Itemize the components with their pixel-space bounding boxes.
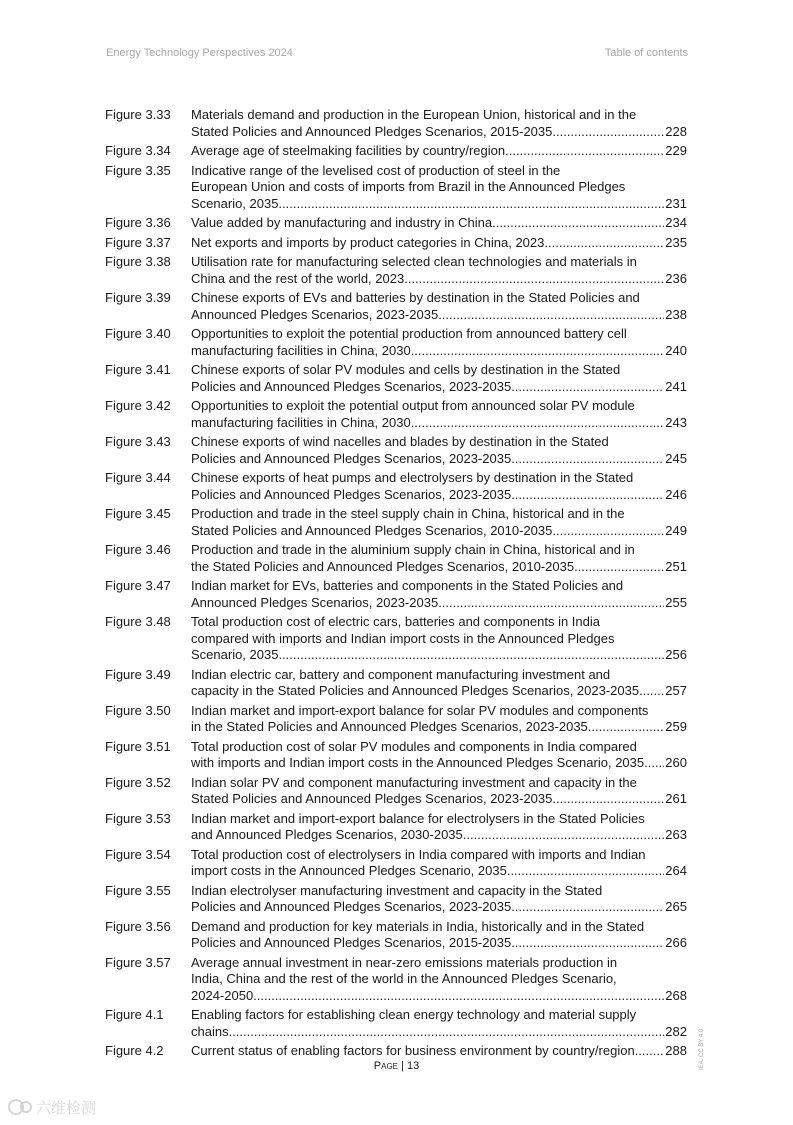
caption-last-line <box>191 343 687 360</box>
dot-leader <box>507 863 664 880</box>
figure-caption <box>191 163 687 213</box>
figure-number: Figure 3.49 <box>105 666 171 682</box>
figure-number: Figure 3.52 <box>105 774 171 790</box>
figure-number: Figure 3.34 <box>105 143 171 158</box>
figure-caption <box>191 1007 687 1040</box>
figure-number: Figure 3.57 <box>105 954 171 970</box>
caption-text: Policies and Announced Pledges Scenarios, 2023-2035 <box>191 486 512 502</box>
caption-last-line <box>191 307 687 324</box>
page-reference[interactable]: 235 <box>665 234 687 250</box>
caption-text: Scenario, 2035 <box>191 647 279 662</box>
toc-entry[interactable] <box>105 542 687 575</box>
dot-leader <box>438 595 664 612</box>
page-reference[interactable]: 234 <box>665 215 687 230</box>
caption-text: the Stated Policies and Announced Pledges Scenarios, 2010-2035 <box>191 558 575 574</box>
caption-line: Chinese exports of heat pumps and electrolysers by destination in the Stated <box>191 470 634 485</box>
caption-text: manufacturing facilities in China, 2030 <box>191 342 411 358</box>
dot-leader <box>511 487 664 504</box>
caption-line: Utilisation rate for manufacturing selected clean technologies and materials in <box>191 254 637 269</box>
figure-number: Figure 3.37 <box>105 234 171 250</box>
caption-line: India, China and the rest of the world in the Announced Pledges Scenario, <box>191 971 617 986</box>
toc-entry[interactable] <box>105 811 687 844</box>
caption-line: Indicative range of the levelised cost of production of steel in the <box>191 162 561 178</box>
caption-line: Indian market and import-export balance for solar PV modules and components <box>191 702 649 718</box>
caption-last-line <box>191 271 687 288</box>
page-number: 13 <box>406 1060 420 1072</box>
toc-entry[interactable] <box>105 235 687 252</box>
caption-last-line <box>191 1024 687 1041</box>
caption-text: with imports and Indian import costs in the Announced Pledges Scenario, 2035 <box>191 755 645 770</box>
dot-leader <box>278 647 664 664</box>
caption-last-line <box>191 755 687 772</box>
toc-entry[interactable] <box>105 919 687 952</box>
page-reference[interactable]: 282 <box>665 1023 687 1039</box>
dot-leader <box>511 935 664 952</box>
caption-last-line <box>191 196 687 213</box>
caption-last-line <box>191 988 687 1005</box>
toc-entry[interactable] <box>105 107 687 140</box>
caption-line: Indian market for EVs, batteries and components in the Stated Policies and <box>191 578 624 593</box>
figure-number: Figure 3.53 <box>105 810 171 826</box>
figure-number: Figure 3.51 <box>105 738 171 754</box>
figure-caption <box>191 955 687 1005</box>
caption-last-line <box>191 899 687 916</box>
figure-caption <box>191 578 687 611</box>
page-reference[interactable]: 266 <box>665 935 687 950</box>
toc-entry[interactable] <box>105 215 687 232</box>
page-reference[interactable]: 256 <box>665 647 687 662</box>
caption-last-line <box>191 124 687 141</box>
caption-line: Indian solar PV and component manufacturing investment and capacity in the <box>191 774 637 790</box>
caption-line: Total production cost of electrolysers in India compared with imports and Indian <box>191 846 646 862</box>
caption-line: Enabling factors for establishing clean energy technology and material supply <box>191 1007 637 1022</box>
dot-leader <box>404 271 664 288</box>
caption-last-line <box>191 1043 687 1060</box>
dot-leader <box>635 1043 665 1060</box>
page-reference[interactable]: 260 <box>665 755 687 770</box>
caption-line: Total production cost of electric cars, batteries and components in India <box>191 614 600 629</box>
figure-caption <box>191 775 687 808</box>
figure-caption <box>191 434 687 467</box>
caption-line: Opportunities to exploit the potential production from announced battery cell <box>191 326 627 341</box>
dot-leader <box>411 415 665 432</box>
svg-text:六维检测: 六维检测 <box>36 1099 97 1117</box>
dot-leader <box>253 988 664 1005</box>
caption-text: Policies and Announced Pledges Scenarios, 2023-2035 <box>191 378 512 394</box>
caption-text: 2024-2050 <box>191 987 254 1003</box>
caption-line: Average annual investment in near-zero emissions materials production in <box>191 954 618 970</box>
caption-line: Chinese exports of wind nacelles and blades by destination in the Stated <box>191 434 609 449</box>
caption-text: chains <box>191 1023 229 1039</box>
toc-entry[interactable] <box>105 883 687 916</box>
figure-caption <box>191 703 687 736</box>
caption-text: Scenario, 2035 <box>191 195 279 211</box>
caption-last-line <box>191 719 687 736</box>
figure-number: Figure 3.47 <box>105 578 171 593</box>
figure-caption <box>191 614 687 664</box>
figure-caption <box>191 215 687 232</box>
dot-leader <box>511 379 664 396</box>
toc-entry[interactable] <box>105 775 687 808</box>
page-reference[interactable]: 257 <box>665 683 687 698</box>
figure-number: Figure 3.33 <box>105 107 171 122</box>
figure-caption <box>191 398 687 431</box>
caption-text: manufacturing facilities in China, 2030 <box>191 414 411 430</box>
page-reference[interactable]: 240 <box>665 342 687 358</box>
caption-line: Production and trade in the steel supply chain in China, historical and in the <box>191 506 625 521</box>
page-reference[interactable]: 268 <box>665 987 687 1003</box>
page-reference[interactable]: 229 <box>665 143 687 158</box>
toc-entry[interactable] <box>105 290 687 323</box>
figure-caption <box>191 739 687 772</box>
figure-caption <box>191 470 687 503</box>
toc-entry[interactable] <box>105 362 687 395</box>
toc-entry[interactable] <box>105 254 687 287</box>
toc-entry[interactable] <box>105 398 687 431</box>
figure-number: Figure 3.45 <box>105 506 171 521</box>
figure-number: Figure 3.35 <box>105 162 171 178</box>
figure-number: Figure 3.42 <box>105 398 171 413</box>
figure-caption <box>191 811 687 844</box>
page-reference[interactable]: 243 <box>665 414 687 430</box>
caption-text: Average age of steelmaking facilities by country/region <box>191 143 506 158</box>
section-title: Table of contents <box>604 47 688 59</box>
caption-last-line <box>191 595 687 612</box>
figure-caption <box>191 290 687 323</box>
caption-text: Policies and Announced Pledges Scenarios, 2015-2035 <box>191 935 512 950</box>
figure-number: Figure 3.36 <box>105 215 171 230</box>
dot-leader <box>511 451 664 468</box>
dot-leader <box>463 827 665 844</box>
report-title: Energy Technology Perspectives 2024 <box>106 47 293 59</box>
page-reference[interactable]: 264 <box>665 863 687 878</box>
caption-last-line <box>191 647 687 664</box>
figure-number: Figure 3.40 <box>105 326 171 341</box>
figure-number: Figure 4.1 <box>105 1007 164 1022</box>
page-reference[interactable]: 288 <box>665 1043 687 1058</box>
caption-line: Indian electric car, battery and component manufacturing investment and <box>191 666 611 682</box>
figure-caption <box>191 542 687 575</box>
page-reference[interactable]: 241 <box>665 378 687 394</box>
toc-entry[interactable] <box>105 1043 687 1060</box>
figure-caption <box>191 235 687 252</box>
caption-line: European Union and costs of imports from Brazil in the Announced Pledges <box>191 179 626 194</box>
figure-caption <box>191 1043 687 1060</box>
figure-number: Figure 4.2 <box>105 1043 164 1058</box>
page-reference[interactable]: 246 <box>665 486 687 502</box>
toc-entry[interactable] <box>105 667 687 700</box>
caption-text: import costs in the Announced Pledges Scenario, 2035 <box>191 863 507 878</box>
figure-caption <box>191 883 687 916</box>
dot-leader <box>411 343 665 360</box>
dot-leader <box>552 791 664 808</box>
figure-caption <box>191 326 687 359</box>
toc-entry[interactable] <box>105 703 687 736</box>
caption-last-line <box>191 559 687 576</box>
caption-line: Indian electrolyser manufacturing investment and capacity in the Stated <box>191 882 603 898</box>
toc-entry[interactable] <box>105 143 687 160</box>
dot-leader <box>278 196 664 213</box>
caption-line: Demand and production for key materials in India, historically and in the Stated <box>191 918 645 934</box>
caption-text: Stated Policies and Announced Pledges Scenarios, 2010-2035 <box>191 522 553 538</box>
toc-entry[interactable] <box>105 326 687 359</box>
page-reference[interactable]: 255 <box>665 594 687 610</box>
caption-last-line <box>191 451 687 468</box>
page-footer <box>0 1060 793 1072</box>
dot-leader <box>552 523 664 540</box>
figure-caption <box>191 919 687 952</box>
dot-leader <box>574 559 664 576</box>
watermark-logo <box>6 1094 110 1120</box>
caption-last-line <box>191 935 687 952</box>
caption-text: Announced Pledges Scenarios, 2023-2035 <box>191 306 439 322</box>
caption-text: Stated Policies and Announced Pledges Scenarios, 2023-2035 <box>191 791 553 806</box>
caption-last-line <box>191 415 687 432</box>
caption-text: Policies and Announced Pledges Scenarios, 2023-2035 <box>191 450 512 466</box>
dot-leader <box>438 307 664 324</box>
caption-text: Net exports and imports by product categories in China, 2023 <box>191 234 545 250</box>
caption-last-line <box>191 215 687 232</box>
dot-leader <box>552 124 664 141</box>
caption-last-line <box>191 487 687 504</box>
page-reference[interactable]: 228 <box>665 123 687 139</box>
figure-caption <box>191 847 687 880</box>
caption-line: Production and trade in the aluminium supply chain in China, historical and in <box>191 542 635 557</box>
dot-leader <box>639 683 664 700</box>
caption-text: Policies and Announced Pledges Scenarios, 2023-2035 <box>191 899 512 914</box>
figure-caption <box>191 254 687 287</box>
dot-leader <box>505 143 664 160</box>
figure-caption <box>191 667 687 700</box>
page-reference[interactable]: 261 <box>665 791 687 806</box>
toc-entry[interactable] <box>105 955 687 1005</box>
dot-leader <box>229 1024 665 1041</box>
toc-entry[interactable] <box>105 847 687 880</box>
dot-leader <box>492 215 664 232</box>
caption-line: compared with imports and Indian import costs in the Announced Pledges <box>191 630 615 646</box>
figure-list <box>105 107 687 1063</box>
page-reference[interactable]: 251 <box>665 558 687 574</box>
caption-last-line <box>191 523 687 540</box>
figure-caption <box>191 362 687 395</box>
page-reference[interactable]: 249 <box>665 522 687 538</box>
figure-number: Figure 3.41 <box>105 362 171 377</box>
caption-last-line <box>191 143 687 160</box>
page-word: Page <box>373 1060 398 1072</box>
page-reference[interactable]: 259 <box>665 719 687 734</box>
page-reference[interactable]: 231 <box>665 195 687 211</box>
caption-last-line <box>191 791 687 808</box>
toc-entry[interactable] <box>105 470 687 503</box>
caption-last-line <box>191 827 687 844</box>
figure-caption <box>191 107 687 140</box>
license-note: IEA. CC BY 4.0. <box>699 1027 705 1070</box>
caption-text: capacity in the Stated Policies and Announced Pledges Scenarios, 2023-2035 <box>191 683 640 698</box>
running-header <box>106 47 688 63</box>
dot-leader <box>511 899 664 916</box>
caption-text: Announced Pledges Scenarios, 2023-2035 <box>191 594 439 610</box>
figure-caption <box>191 143 687 160</box>
caption-text: Value added by manufacturing and industry in China <box>191 215 493 230</box>
figure-number: Figure 3.55 <box>105 882 171 898</box>
page-reference[interactable]: 245 <box>665 450 687 466</box>
toc-entry[interactable] <box>105 578 687 611</box>
toc-entry[interactable] <box>105 163 687 213</box>
figure-number: Figure 3.43 <box>105 434 171 449</box>
figure-caption <box>191 506 687 539</box>
toc-entry[interactable] <box>105 614 687 664</box>
page-reference[interactable]: 236 <box>665 270 687 286</box>
dot-leader <box>588 719 665 736</box>
figure-number: Figure 3.39 <box>105 290 171 305</box>
page-separator: | <box>401 1060 404 1072</box>
toc-entry[interactable] <box>105 739 687 772</box>
caption-text: Stated Policies and Announced Pledges Scenarios, 2015-2035 <box>191 123 553 139</box>
caption-line: Chinese exports of solar PV modules and cells by destination in the Stated <box>191 362 621 377</box>
caption-line: Materials demand and production in the European Union, historical and in the <box>191 107 637 122</box>
toc-entry[interactable] <box>105 506 687 539</box>
caption-line: Chinese exports of EVs and batteries by destination in the Stated Policies and <box>191 290 640 305</box>
figure-number: Figure 3.50 <box>105 702 171 718</box>
caption-text: China and the rest of the world, 2023 <box>191 270 405 286</box>
dot-leader <box>544 235 664 252</box>
caption-text: in the Stated Policies and Announced Pledges Scenarios, 2023-2035 <box>191 719 588 734</box>
caption-text: and Announced Pledges Scenarios, 2030-2035 <box>191 827 463 842</box>
watermark-icon <box>6 1094 110 1120</box>
page-reference[interactable]: 238 <box>665 306 687 322</box>
toc-entry[interactable] <box>105 1007 687 1040</box>
caption-text: Current status of enabling factors for business environment by country/region <box>191 1043 635 1058</box>
caption-last-line <box>191 379 687 396</box>
dot-leader <box>644 755 664 772</box>
caption-line: Indian market and import-export balance for electrolysers in the Stated Policies <box>191 810 645 826</box>
figure-number: Figure 3.56 <box>105 918 171 934</box>
figure-number: Figure 3.54 <box>105 846 171 862</box>
toc-entry[interactable] <box>105 434 687 467</box>
page-reference[interactable]: 265 <box>665 899 687 914</box>
caption-last-line <box>191 863 687 880</box>
caption-last-line <box>191 683 687 700</box>
figure-number: Figure 3.38 <box>105 254 171 269</box>
figure-number: Figure 3.46 <box>105 542 171 557</box>
page-reference[interactable]: 263 <box>665 827 687 842</box>
caption-line: Total production cost of solar PV modules and components in India compared <box>191 738 637 754</box>
figure-number: Figure 3.48 <box>105 614 171 629</box>
caption-line: Opportunities to exploit the potential output from announced solar PV module <box>191 398 635 413</box>
figure-number: Figure 3.44 <box>105 470 171 485</box>
caption-last-line <box>191 235 687 252</box>
